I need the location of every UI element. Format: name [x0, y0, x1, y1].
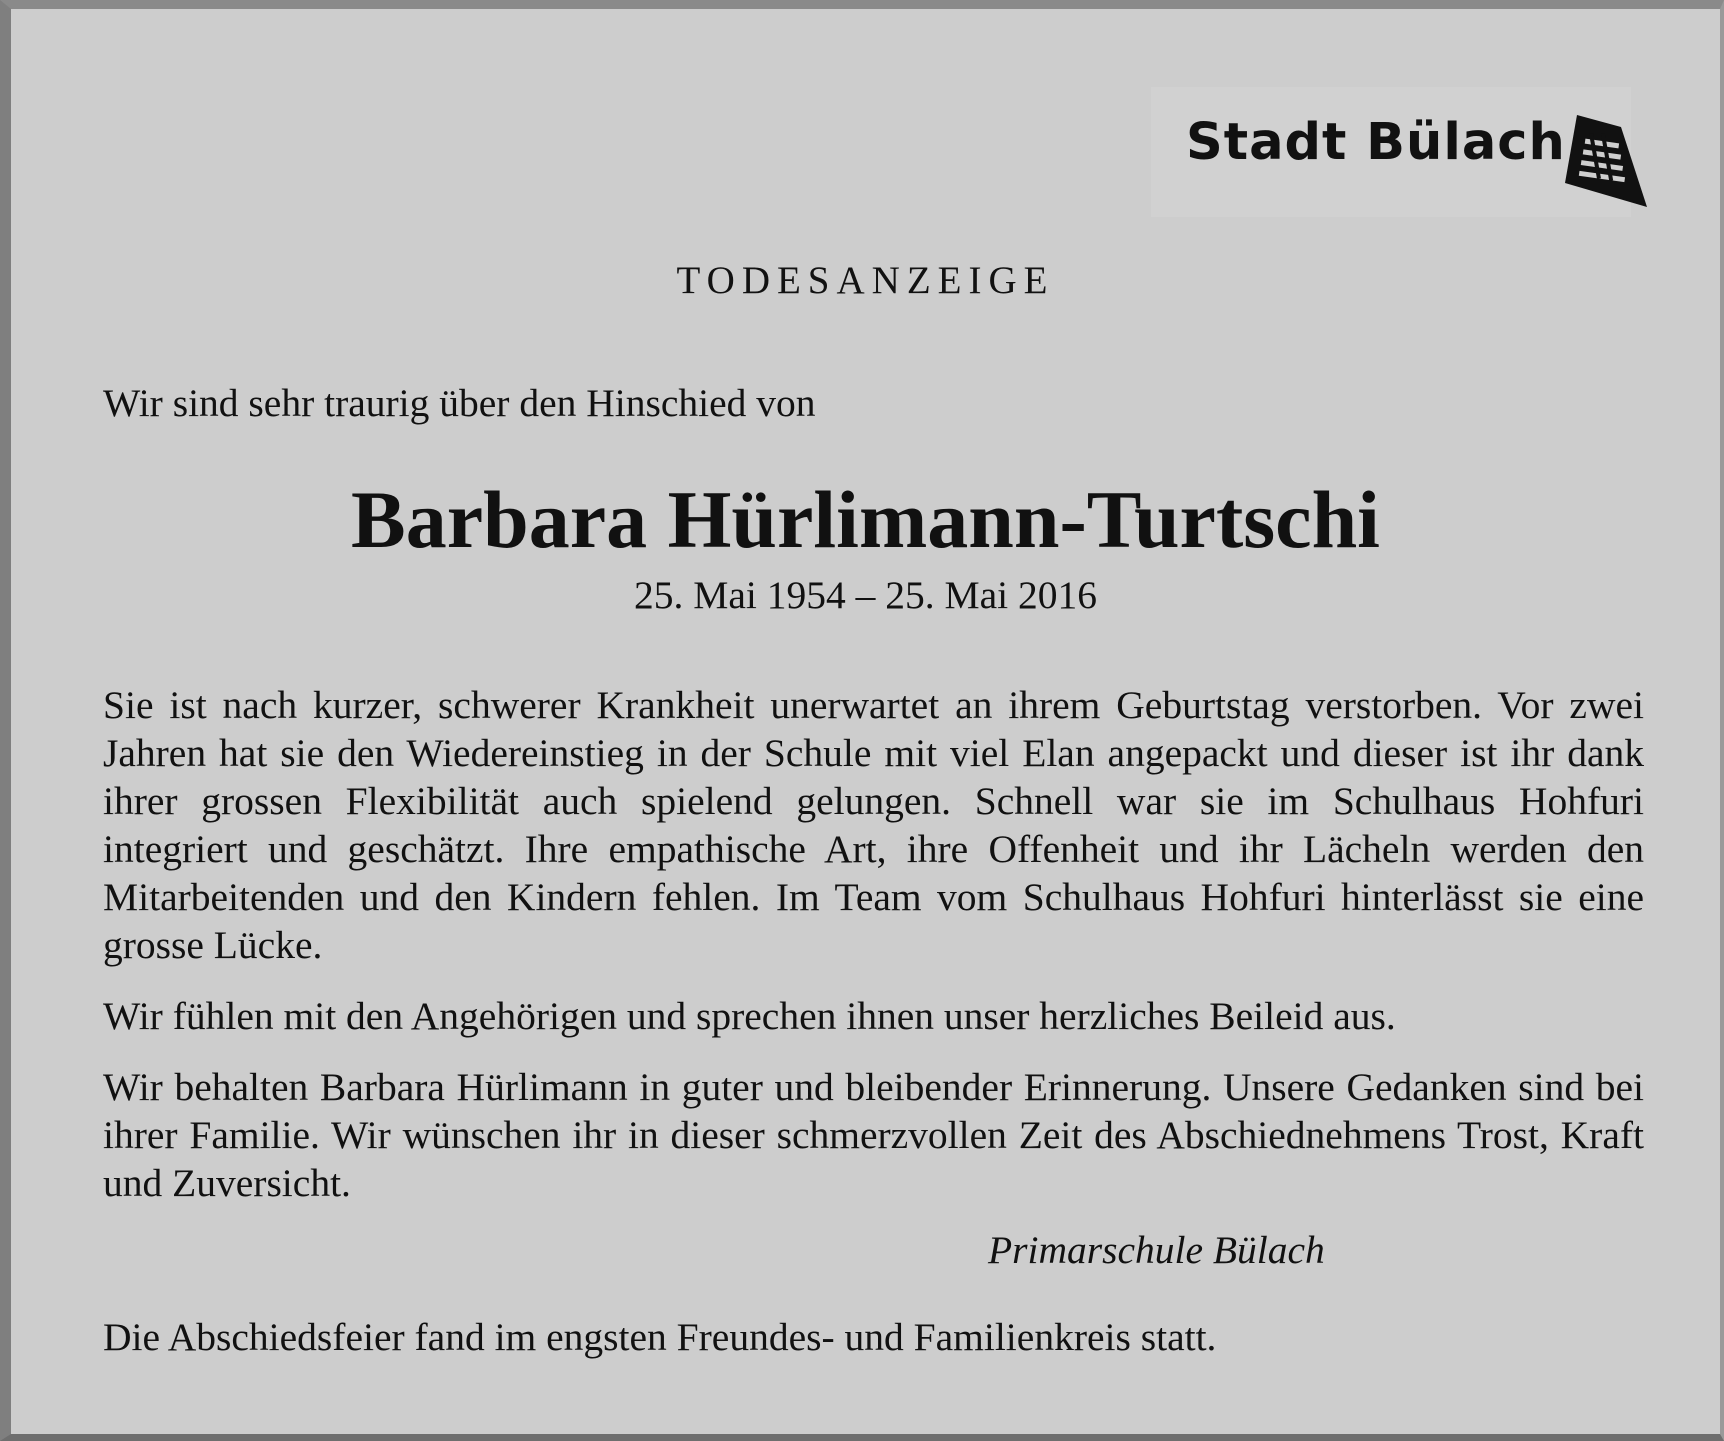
- life-dates: 25. Mai 1954 – 25. Mai 2016: [633, 573, 1097, 617]
- body-paragraph: Sie ist nach kurzer, schwerer Krankheit unerwartet an ihrem Geburtstag verstorben. Vor zwei Jahren hat sie den Wiedereinstieg in der Schule mit viel Elan angepackt und dieser ist ihr dank ihrer grossen Flexibilität auch spielend gelungen. Schnell war sie im Schulhaus Hohfuri integriert und geschätzt. Ihre empathische Art, ihre Offenheit und ihr Lächeln werden den Mitarbeitenden und den Kindern fehlen. Im Team vom Schulhaus Hohfuri hinterlässt sie eine grosse Lücke.: [103, 683, 1644, 967]
- memory-paragraph: Wir behalten Barbara Hürlimann in guter und bleibender Erinnerung. Unsere Gedanken sind bei ihrer Familie. Wir wünschen ihr in dieser schmerzvollen Zeit des Abschiednehmens Trost, Kraft und Zuversicht.: [103, 1065, 1644, 1205]
- deceased-name: Barbara Hürlimann-Turtschi: [351, 474, 1380, 565]
- stadt-buelach-logo: [1151, 87, 1631, 217]
- condolence-paragraph: Wir fühlen mit den Angehörigen und sprechen ihnen unser herzliches Beileid aus.: [103, 994, 1396, 1038]
- intro-text: Wir sind sehr traurig über den Hinschied von: [103, 381, 816, 425]
- signature: Primarschule Bülach: [988, 1228, 1325, 1272]
- logo-text: Stadt Bülach: [1186, 113, 1566, 172]
- notice-header: TODESANZEIGE: [676, 259, 1055, 302]
- city-coat-of-arms-icon: [1563, 111, 1649, 211]
- farewell-paragraph: Die Abschiedsfeier fand im engsten Freundes- und Familienkreis statt.: [103, 1315, 1217, 1359]
